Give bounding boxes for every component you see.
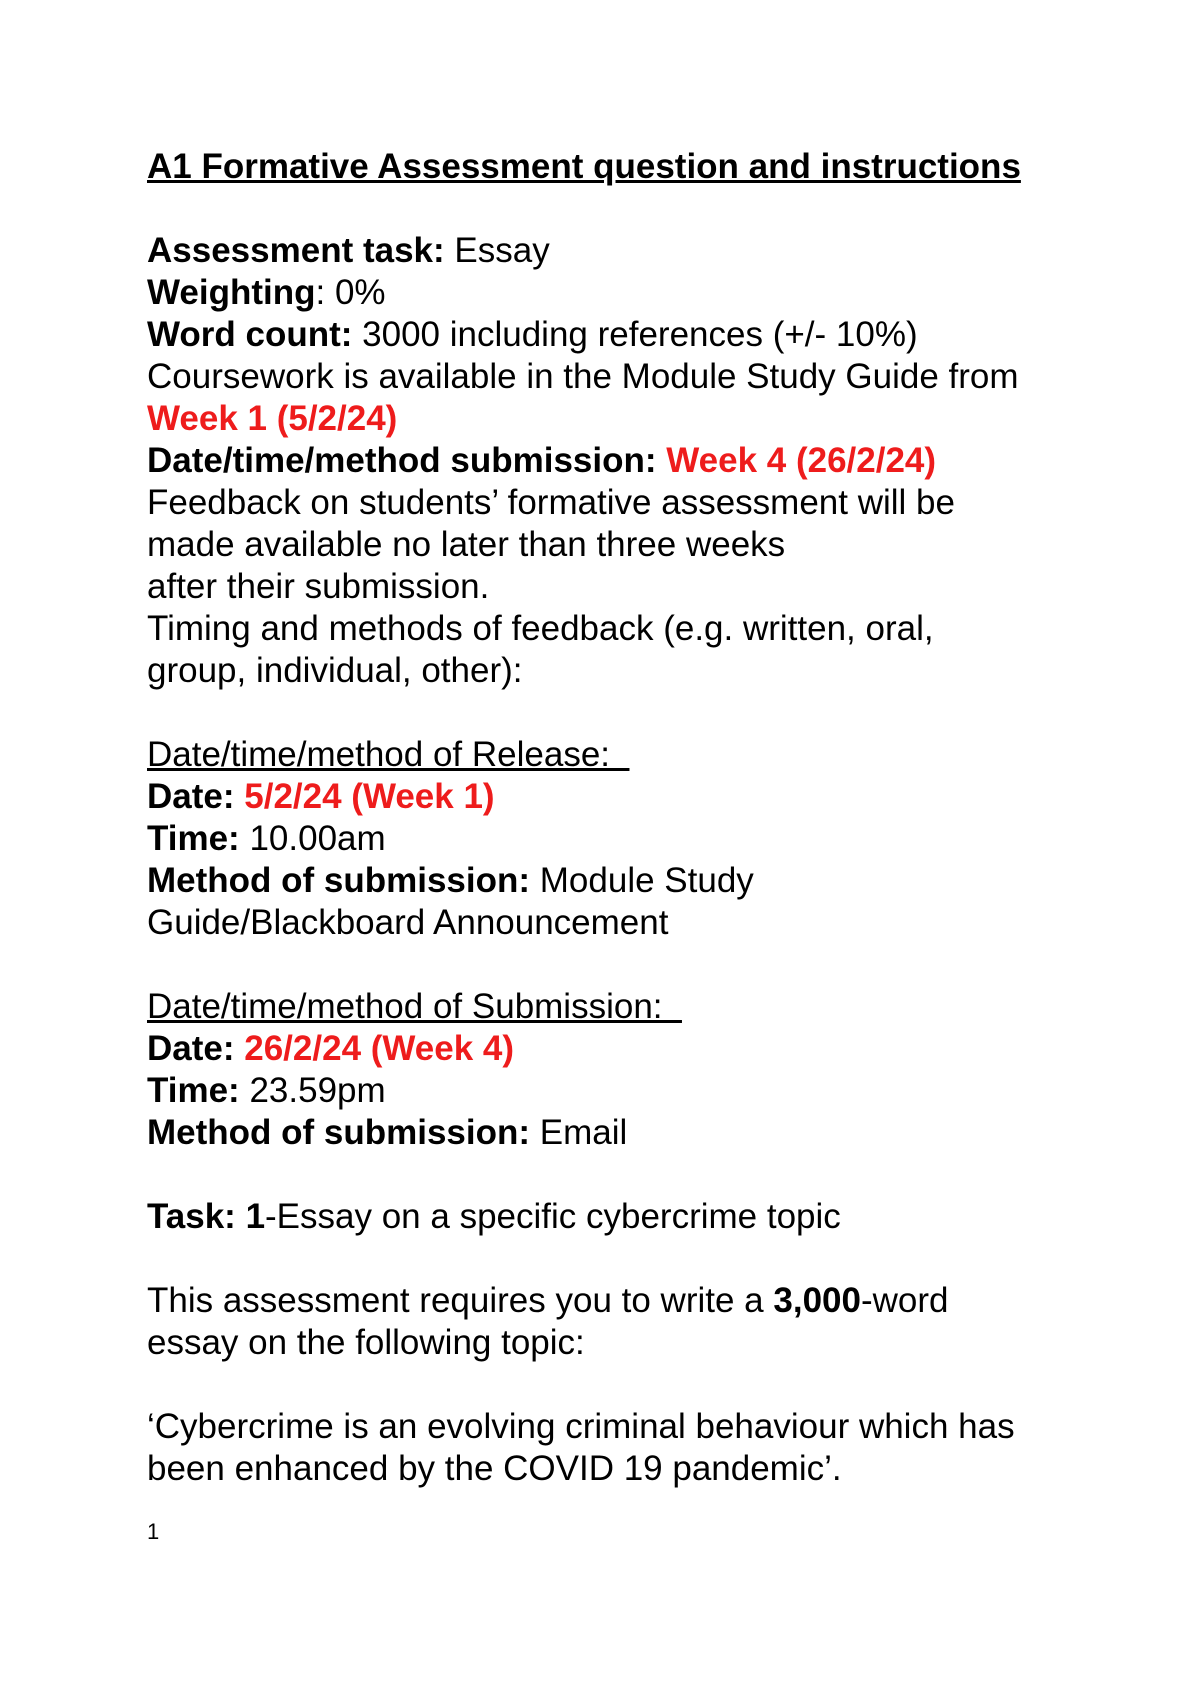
release-time-label: Time:	[147, 819, 240, 858]
submission-date-line	[147, 1028, 1097, 1070]
spacer	[147, 1238, 1097, 1280]
submission-time-label: Time:	[147, 1071, 240, 1110]
submission-time-line	[147, 1070, 1097, 1112]
document-body	[147, 146, 1097, 1490]
submission-header-label: Date/time/method submission:	[147, 441, 657, 480]
release-time-line	[147, 818, 1097, 860]
release-date-line	[147, 776, 1097, 818]
submission-date-label: Date:	[147, 1029, 235, 1068]
requirement-pre: This assessment requires you to write a	[147, 1281, 774, 1320]
release-method-line-2: Guide/Blackboard Announcement	[147, 903, 669, 942]
requirement-post: -word	[860, 1281, 949, 1320]
task-label: Task:	[147, 1197, 246, 1236]
task-number: 1	[245, 1197, 266, 1236]
topic-line-1: ‘Cybercrime is an evolving criminal behaviour which has	[147, 1407, 1015, 1446]
topic-line-2: been enhanced by the COVID 19 pandemic’.	[147, 1449, 842, 1488]
submission-date-value: 26/2/24 (Week 4)	[234, 1029, 515, 1068]
assessment-task-label: Assessment task:	[147, 231, 445, 270]
submission-method-value: Email	[530, 1113, 628, 1152]
document-title: A1 Formative Assessment question and instructions	[147, 147, 1021, 186]
spacer	[147, 1154, 1097, 1196]
spacer	[147, 944, 1097, 986]
coursework-line: Coursework is available in the Module Study Guide from	[147, 357, 1019, 396]
requirement-line-2: essay on the following topic:	[147, 1323, 585, 1362]
weighting-line	[147, 272, 1097, 314]
submission-header-line	[147, 440, 1097, 482]
word-count-label: Word count:	[147, 315, 353, 354]
feedback-line-2: made available no later than three weeks	[147, 525, 786, 564]
spacer	[147, 692, 1097, 734]
feedback-line-5: group, individual, other):	[147, 651, 523, 690]
release-method-label: Method of submission:	[147, 861, 531, 900]
feedback-line-3: after their submission.	[147, 567, 490, 606]
release-date-value: 5/2/24 (Week 1)	[234, 777, 495, 816]
feedback-line-1: Feedback on students’ formative assessment will be	[147, 483, 955, 522]
assessment-task-value: Essay	[444, 231, 550, 270]
submission-time-value: 23.59pm	[239, 1071, 386, 1110]
requirement-words: 3,000	[773, 1281, 861, 1320]
submission-heading: Date/time/method of Submission:	[147, 987, 682, 1026]
release-method-value: Module Study	[530, 861, 754, 900]
page-number: 1	[147, 1519, 160, 1544]
task-value: -Essay on a specific cybercrime topic	[265, 1197, 841, 1236]
submission-method-label: Method of submission:	[147, 1113, 531, 1152]
word-count-value: 3000 including references (+/- 10%)	[352, 315, 918, 354]
feedback-line-4: Timing and methods of feedback (e.g. written, oral,	[147, 609, 934, 648]
release-method-line	[147, 860, 1097, 902]
spacer	[147, 1364, 1097, 1406]
task-line	[147, 1196, 1097, 1238]
release-time-value: 10.00am	[239, 819, 386, 858]
weighting-value: : 0%	[315, 273, 386, 312]
coursework-week: Week 1 (5/2/24)	[147, 399, 398, 438]
requirement-line-1	[147, 1280, 1097, 1322]
release-heading: Date/time/method of Release:	[147, 735, 630, 774]
assessment-task-line	[147, 230, 1097, 272]
submission-method-line	[147, 1112, 1097, 1154]
release-date-label: Date:	[147, 777, 235, 816]
weighting-label: Weighting	[147, 273, 316, 312]
word-count-line	[147, 314, 1097, 356]
submission-header-value: Week 4 (26/2/24)	[656, 441, 937, 480]
